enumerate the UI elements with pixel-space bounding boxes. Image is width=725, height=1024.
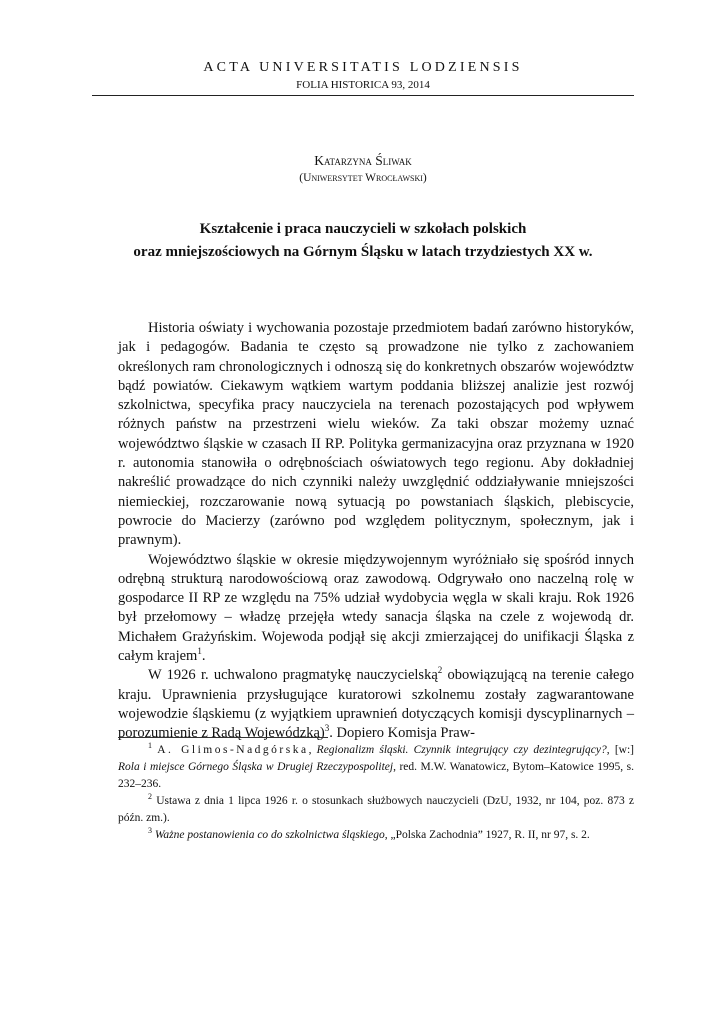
paragraph-2-text: Województwo śląskie w okresie międzywojennym wyróżniało się spośród innych odrębną strukturą narodowościową oraz zawodową. Odgrywało ono naczelną rolę w gospodarce II RP ze względu na 75% udział wydobycia węgla w skali kraju. Rok 1926 był przełomowy – władzę przejęła wtedy sanacja śląska na czele z wojewodą dr. Michałem Grażyńskim. Wojewoda podjął się akcji zmierzającej do unifikacji Śląska z całym krajem bbox=[118, 551, 634, 665]
body-paragraph-2: Województwo śląskie w okresie międzywojennym wyróżniało się spośród innych odrębną strukturą narodowościową oraz zawodową. Odgrywało ono naczelną rolę w gospodarce II RP ze względu na 75% udział wydobycia węgla w skali kraju. Rok 1926 był przełomowy – władzę przejęła wtedy sanacja śląska na czele z wojewodą dr. Michałem Grażyńskim. Wojewoda podjął się akcji zmierzającej do unifikacji Śląska z całym krajem$^1$. bbox=[118, 551, 634, 665]
footnote-rest: , „Polska Zachodnia” 1927, R. II, nr 97, s. 2. bbox=[384, 829, 590, 841]
journal-header bbox=[92, 58, 634, 96]
footnote-divider bbox=[118, 737, 328, 738]
body-paragraph-1 bbox=[118, 319, 634, 551]
author-block bbox=[92, 152, 634, 186]
footnote-in: , [w:] bbox=[606, 744, 635, 756]
author-name: Katarzyna Śliwak bbox=[314, 153, 412, 168]
paragraph-3-text-c: . Dopiero Komisja Praw- bbox=[329, 725, 476, 742]
article-title bbox=[92, 218, 634, 264]
footnote-2 bbox=[118, 793, 634, 827]
body-paragraph-3 bbox=[118, 666, 634, 743]
footnote-ref-3[interactable]: 3 bbox=[324, 723, 330, 734]
footnote-title: Regionalizm śląski. Czynnik integrujący czy dezintegrujący? bbox=[316, 744, 607, 756]
paragraph-3-text-a: W 1926 r. uchwalono pragmatykę nauczycielską bbox=[148, 667, 438, 684]
footnote-text: Ustawa z dnia 1 lipca 1926 r. o stosunkach służbowych nauczycieli (DzU, 1932, nr 104, poz. 873 z późn. zm.). bbox=[118, 795, 635, 824]
footnote-separator: , bbox=[308, 744, 317, 756]
footnote-number: 2 bbox=[148, 792, 152, 801]
article-title-line-1: Kształcenie i praca nauczycieli w szkołach polskich bbox=[199, 221, 527, 237]
paragraph-1-text: Historia oświaty i wychowania pozostaje przedmiotem badań zarówno historyków, jak i pedagogów. Badania te często są prowadzone nie tylko z zachowaniem określonych ram chronologicznych i odnoszą się do konkretnych obszarów województw bądź powiatów. Ciekawym wątkiem wartym poddania bliższej analizie jest rozwój szkolnictwa, specyfika pracy nauczyciela na terenach pozostających pod wpływem różnych państw na przestrzeni wielu wieków. Za taki obszar możemy uznać województwo śląskie w czasach II RP. Polityka germanizacyjna oraz przyznana w 1920 r. autonomia stanowiła o odrębnościach oświatowych tego regionu. Aby dokładniej nakreślić prowadzące do nich czynniki należy uwzględnić oddziaływanie mniejszości niemieckiej, rozczarowanie nową sytuacją po powstaniach śląskich, plebiscycie, powrocie do Macierzy (zarówno pod względem politycznym, społecznym, jak i prawnym). bbox=[118, 320, 634, 549]
footnote-number: 1 bbox=[148, 741, 152, 750]
author-affiliation: (Uniwersytet Wrocławski) bbox=[299, 172, 427, 184]
journal-title: ACTA UNIVERSITATIS LODZIENSIS bbox=[203, 60, 523, 75]
footnote-number: 3 bbox=[148, 826, 152, 835]
paragraph-3-text-b: obowiązującą na terenie całego kraju. Uprawnienia przysługujące kuratorowi szkolnemu zostały zagwarantowane wojewodzie śląskiemu (z wyjątkiem uprawnień dotyczących komisji dyscyplinarnych – porozumienie z Radą Wojewódzką) bbox=[118, 667, 634, 742]
footnotes bbox=[118, 742, 634, 844]
footnote-ref-2[interactable]: 2 bbox=[437, 665, 443, 676]
article-title-line-2: oraz mniejszościowych na Górnym Śląsku w latach trzydziestych XX w. bbox=[133, 244, 593, 260]
footnote-author: A. Glimos-Nadgórska bbox=[157, 744, 309, 756]
footnote-ref-1[interactable]: 1 bbox=[197, 646, 202, 657]
footnote-3 bbox=[118, 827, 634, 844]
journal-issue: FOLIA HISTORICA 93, 2014 bbox=[296, 79, 430, 91]
footnote-rest: , red. M.W. Wanatowicz, Bytom–Katowice 1995, s. 232–236. bbox=[118, 761, 634, 790]
footnote-1 bbox=[118, 742, 634, 793]
footnote-book: Rola i miejsce Górnego Śląska w Drugiej Rzeczypospolitej bbox=[118, 761, 394, 773]
footnote-title: Ważne postanowienia co do szkolnictwa śląskiego bbox=[154, 829, 385, 841]
article-body bbox=[118, 319, 634, 744]
